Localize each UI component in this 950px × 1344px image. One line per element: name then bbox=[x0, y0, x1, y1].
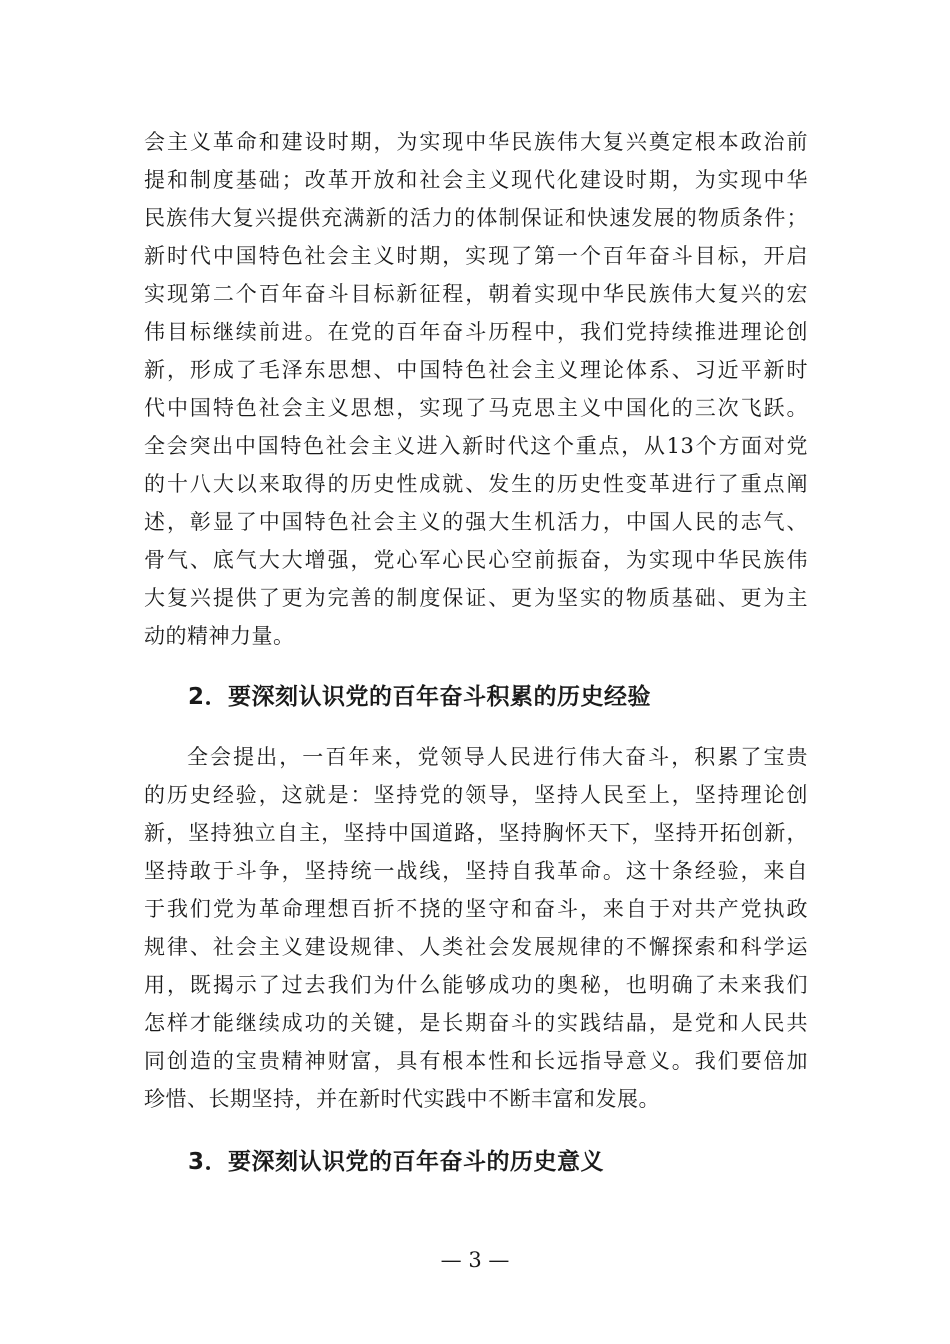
paragraph-1-line-2: 提和制度基础；改革开放和社会主义现代化建设时期，为实现中华 bbox=[144, 168, 808, 192]
paragraph-1-line-9: 全会突出中国特色社会主义进入新时代这个重点，从13个方面对党 bbox=[144, 434, 808, 458]
paragraph-2-line-8: 怎样才能继续成功的关键，是长期奋斗的实践结晶，是党和人民共 bbox=[144, 1011, 808, 1035]
paragraph-1-line-1: 会主义革命和建设时期，为实现中华民族伟大复兴奠定根本政治前 bbox=[144, 130, 808, 154]
page-number: — 3 — bbox=[440, 1248, 510, 1272]
paragraph-1-line-3: 民族伟大复兴提供充满新的活力的体制保证和快速发展的物质条件； bbox=[144, 206, 808, 230]
paragraph-2-line-6: 规律、社会主义建设规律、人类社会发展规律的不懈探索和科学运 bbox=[144, 935, 808, 959]
paragraph-2-line-10: 珍惜、长期坚持，并在新时代实践中不断丰富和发展。 bbox=[144, 1087, 660, 1111]
paragraph-2-line-1: 全会提出，一百年来，党领导人民进行伟大奋斗，积累了宝贵 bbox=[187, 745, 808, 769]
paragraph-2-line-5: 于我们党为革命理想百折不挠的坚守和奋斗，来自于对共产党执政 bbox=[144, 897, 808, 921]
paragraph-1-line-12: 骨气、底气大大增强，党心军心民心空前振奋，为实现中华民族伟 bbox=[144, 548, 808, 572]
paragraph-1-line-7: 新，形成了毛泽东思想、中国特色社会主义理论体系、习近平新时 bbox=[144, 358, 808, 382]
paragraph-2-line-4: 坚持敢于斗争，坚持统一战线，坚持自我革命。这十条经验，来自 bbox=[144, 859, 808, 883]
paragraph-2-line-7: 用，既揭示了过去我们为什么能够成功的奥秘，也明确了未来我们 bbox=[144, 973, 808, 997]
section-heading-2: 2．要深刻认识党的百年奋斗积累的历史经验 bbox=[188, 684, 652, 710]
paragraph-2-line-3: 新，坚持独立自主，坚持中国道路，坚持胸怀天下，坚持开拓创新， bbox=[144, 821, 808, 845]
paragraph-2-line-9: 同创造的宝贵精神财富，具有根本性和长远指导意义。我们要倍加 bbox=[144, 1049, 808, 1073]
section-heading-3: 3．要深刻认识党的百年奋斗的历史意义 bbox=[188, 1149, 605, 1175]
paragraph-2-line-2: 的历史经验，这就是：坚持党的领导，坚持人民至上，坚持理论创 bbox=[144, 783, 808, 807]
paragraph-1-line-10: 的十八大以来取得的历史性成就、发生的历史性变革进行了重点阐 bbox=[144, 472, 808, 496]
paragraph-1-line-5: 实现第二个百年奋斗目标新征程，朝着实现中华民族伟大复兴的宏 bbox=[144, 282, 808, 306]
paragraph-1-line-11: 述，彰显了中国特色社会主义的强大生机活力，中国人民的志气、 bbox=[144, 510, 808, 534]
paragraph-1-line-4: 新时代中国特色社会主义时期，实现了第一个百年奋斗目标，开启 bbox=[144, 244, 808, 268]
paragraph-1-line-8: 代中国特色社会主义思想，实现了马克思主义中国化的三次飞跃。 bbox=[144, 396, 808, 420]
paragraph-1-line-13: 大复兴提供了更为完善的制度保证、更为坚实的物质基础、更为主 bbox=[144, 586, 808, 610]
paragraph-1-line-14: 动的精神力量。 bbox=[144, 624, 295, 648]
paragraph-1-line-6: 伟目标继续前进。在党的百年奋斗历程中，我们党持续推进理论创 bbox=[144, 320, 808, 344]
